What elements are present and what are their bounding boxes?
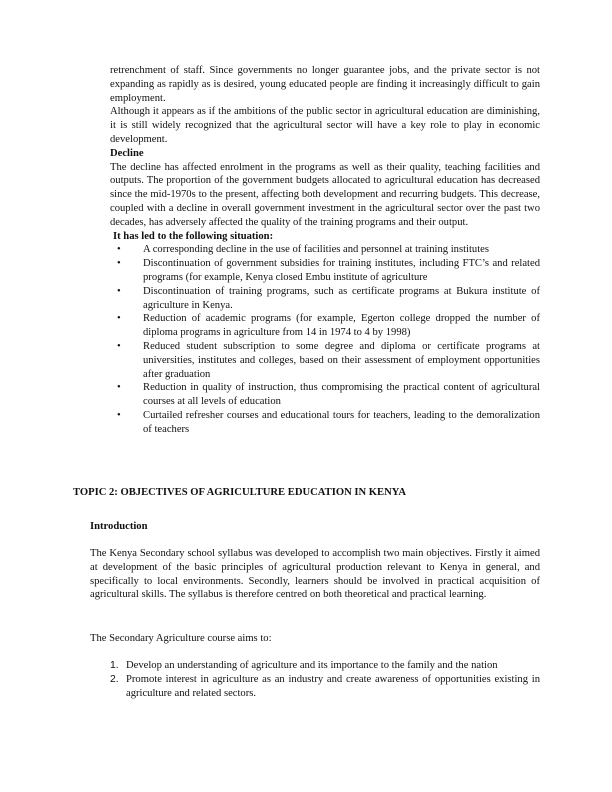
list-item (110, 409, 540, 437)
paragraph: retrenchment of staff. Since governments no longer guarantee jobs, and the private sector is not expanding as rapidly as is desired, young educated people are finding it increasingly difficult to gain employment. (110, 65, 540, 104)
bullet-icon: • (117, 409, 121, 421)
topic-heading: TOPIC 2: OBJECTIVES OF AGRICULTURE EDUCATION IN KENYA (73, 487, 407, 498)
list-item-text: Reduced student subscription to some degree and diploma or certificate programs at universities, institutes and colleges, based on their assessment of employment opportunities after graduation (143, 340, 540, 380)
paragraph: The decline has affected enrolment in the programs as well as their quality, teaching facilities and outputs. The proportion of the government budgets allocated to agricultural education has decreased since the mid-1970s to the present, affecting both development and recurring budgets. This decrease, coupled with a decline in overall government investment in the agricultural sector over the past two decades, has adversely affected the quality of the training programs and their output. (110, 161, 540, 228)
list-item (110, 312, 540, 340)
list-item-text: Reduction of academic programs (for example, Egerton college dropped the number of diploma programs in agriculture from 14 in 1974 to 4 by 1998) (143, 313, 540, 339)
list-item-text: Reduction in quality of instruction, thus compromising the practical content of agricultural courses at all levels of education (143, 382, 540, 408)
list-item (110, 285, 540, 313)
list-item (110, 673, 540, 701)
heading-decline: Decline (110, 147, 144, 159)
section-decline (110, 64, 540, 437)
list-item (110, 381, 540, 409)
bullet-list (110, 243, 540, 436)
list-number: 2. (110, 673, 119, 685)
heading-introduction: Introduction (90, 521, 148, 532)
list-item-text: A corresponding decline in the use of facilities and personnel at training institutes (143, 244, 489, 256)
numbered-list (110, 659, 540, 700)
list-item (110, 340, 540, 381)
aims-list-block (110, 659, 540, 700)
list-item-text: Curtailed refresher courses and educational tours for teachers, leading to the demoralization of teachers (143, 409, 540, 435)
list-item-text: Develop an understanding of agriculture and its importance to the family and the nation (126, 660, 498, 671)
intro-paragraph-block (90, 547, 540, 602)
bullet-icon: • (117, 382, 121, 394)
list-number: 1. (110, 660, 119, 671)
list-item-text: Discontinuation of training programs, such as certificate programs at Bukura institute of agriculture in Kenya. (143, 285, 540, 311)
list-item-text: Discontinuation of government subsidies for training institutes, including FTC’s and related programs (for example, Kenya closed Embu institute of agriculture (143, 258, 540, 283)
bullet-icon: • (117, 258, 121, 270)
list-item-text: Promote interest in agriculture as an industry and create awareness of opportunities existing in agriculture and related sectors. (126, 673, 540, 699)
aims-lead: The Secondary Agriculture course aims to: (90, 633, 272, 644)
list-item (110, 659, 540, 673)
heading-situation: It has led to the following situation: (113, 230, 274, 242)
paragraph: Although it appears as if the ambitions of the public sector in agricultural education are diminishing, it is still widely recognized that the agricultural sector will have a key role to play in economic development. (110, 106, 540, 145)
list-item (110, 257, 540, 285)
bullet-icon: • (117, 285, 121, 297)
bullet-icon: • (117, 340, 121, 352)
list-item (110, 243, 540, 257)
bullet-icon: • (117, 244, 121, 256)
paragraph: The Kenya Secondary school syllabus was developed to accomplish two main objectives. Firstly it aimed at development of the basic principles of agricultural production relevant to Kenya in general, and specifically to local environments. Secondly, learners should be involved in practical acquisition of agricultural skills. The syllabus is therefore centred on both theoretical and practical learning. (90, 548, 540, 601)
bullet-icon: • (117, 313, 121, 325)
